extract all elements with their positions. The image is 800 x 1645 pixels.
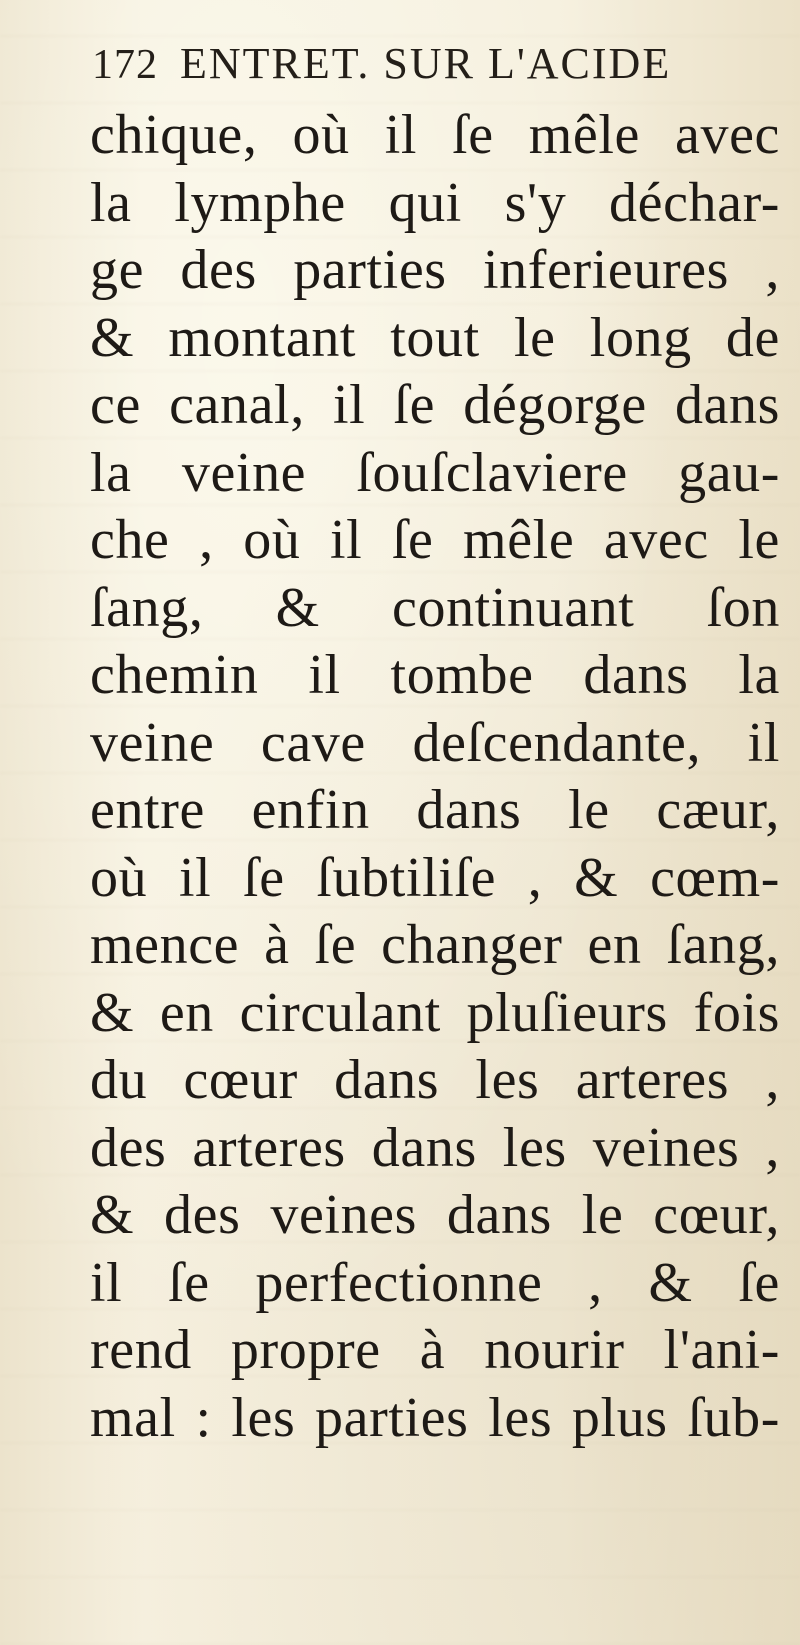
text-line: la lymphe qui s'y déchar- [90,171,780,234]
text-line: mence à ſe changer en ſang, [90,914,780,976]
text-line: & en circulant pluſieurs fois [90,981,780,1044]
text-line: che , où il ſe mêle avec le [90,509,780,571]
text-line: chemin il tombe dans la [90,644,780,706]
text-line: du cœur dans les arteres , [90,1049,780,1111]
text-line: ce canal, il ſe dégorge dans [90,374,780,436]
text-line: & des veines dans le cœur, [90,1184,780,1246]
page-header [92,38,732,102]
text-line: & montant tout le long de [90,306,780,369]
text-line: ſang, & continuant ſon [90,576,780,639]
text-line: entre enfin dans le cæur, [90,779,780,841]
text-line: rend propre à nourir l'ani- [90,1319,780,1381]
running-title: ENTRET. SUR L'ACIDE [180,39,672,88]
page-number: 172 [92,42,158,88]
body-text [90,102,780,1452]
text-line: veine cave deſcendante, il [90,711,780,774]
text-line: où il ſe ſubtiliſe , & cœm- [90,846,780,909]
text-line: des arteres dans les veines , [90,1116,780,1179]
text-line: il ſe perfectionne , & ſe [90,1251,780,1314]
text-line: ge des parties inferieures , [90,239,780,301]
text-line: chique, où il ſe mêle avec [90,104,780,166]
text-line: la veine ſouſclaviere gau- [90,441,780,504]
text-line: mal : les parties les plus ſub- [90,1386,780,1449]
